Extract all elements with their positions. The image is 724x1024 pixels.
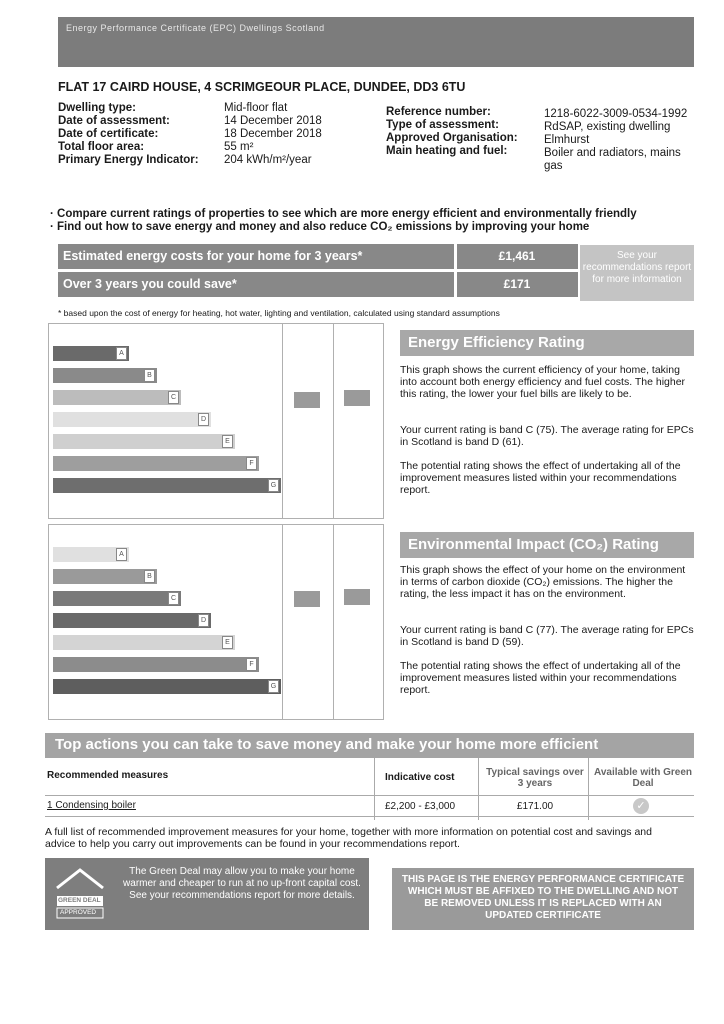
floor-area-label: Total floor area: [58,141,145,153]
band-g-letter: G [268,479,279,492]
env-band-a [53,547,129,562]
green-deal-text: The Green Deal may allow you to make your home warmer and cheaper to run at no up-front capital cost. See your recommendations report for more details. [123,866,361,901]
col-header-measures: Recommended measures [47,770,169,781]
env-band-f [53,657,259,672]
measure-savings: £171.00 [516,801,554,812]
cost-footnote: * based upon the cost of energy for heating, hot water, lighting and ventilation, calculated using standard assumptions [58,308,500,318]
bullet-find-out: · Find out how to save energy and money and also reduce CO₂ emissions by improving your home [50,221,590,233]
band-a-letter: A [116,347,127,360]
heating-value: Boiler and radiators, mains gas [544,147,681,172]
measure-cost: £2,200 - £3,000 [385,801,456,812]
env-band-e-letter: E [222,636,233,649]
band-b [53,368,157,383]
energy-efficiency-chart [48,323,384,519]
table-divider [478,758,479,820]
energy-para-3: The potential rating shows the effect of undertaking all of the improvement measures listed within your recommendations report. [400,460,681,496]
cost-divider [454,244,457,269]
chart-column-divider [333,525,334,719]
assessment-date-label: Date of assessment: [58,115,170,127]
table-row-rule [45,816,694,817]
band-c [53,390,181,405]
env-band-g-letter: G [268,680,279,693]
current-rating-marker [294,392,320,408]
env-potential-rating-marker [344,589,370,605]
chart-column-divider [333,324,334,518]
table-divider [374,758,375,820]
pei-label: Primary Energy Indicator: [58,154,199,166]
env-current-rating-marker [294,591,320,607]
measure-condensing-boiler[interactable]: 1 Condensing boiler [47,800,136,811]
band-d-letter: D [198,413,209,426]
energy-section-title: Energy Efficiency Rating [400,330,694,356]
details-left [58,102,378,172]
potential-rating-marker [344,390,370,406]
heating-label: Main heating and fuel: [386,145,508,157]
band-a [53,346,129,361]
env-para-1: This graph shows the effect of your home on the environment in terms of carbon dioxide (CO₂) emissions. The higher the rating, the less impact it has on the environment. [400,564,686,600]
assessment-date-value: 14 December 2018 [224,115,322,127]
reference-label: Reference number: [386,106,491,118]
floor-area-value: 55 m² [224,141,254,153]
estimated-costs-value: £1,461 [498,249,536,263]
energy-para-2: Your current rating is band C (75). The average rating for EPCs in Scotland is band D (61). [400,424,694,448]
env-para-2: Your current rating is band C (77). The average rating for EPCs in Scotland is band D (59). [400,624,694,648]
env-band-c [53,591,181,606]
env-band-f-letter: F [246,658,257,671]
savings-value: £171 [503,277,531,291]
savings-row [58,272,578,297]
env-band-c-letter: C [168,592,179,605]
certificate-date-value: 18 December 2018 [224,128,322,140]
energy-para-1: This graph shows the current efficiency of your home, taking into account both energy efficiency and fuel costs. The higher this rating, the lower your fuel bills are likely to be. [400,364,686,400]
pei-value: 204 kWh/m²/year [224,154,312,166]
bullet-compare: · Compare current ratings of properties to see which are more energy efficient and environmentally friendly [50,208,637,220]
header-title: Energy Performance Certificate (EPC) Dwellings Scotland [66,23,325,33]
col-header-green-deal: Available with Green Deal [594,767,692,789]
green-deal-logo-approved: APPROVED [60,909,97,916]
approved-org-label: Approved Organisation: [386,132,518,144]
chart-column-divider [282,525,283,719]
green-deal-box [45,858,369,930]
dwelling-type-label: Dwelling type: [58,102,136,114]
savings-label: Over 3 years you could save* [63,277,237,291]
top-actions-title: Top actions you can take to save money and make your home more efficient [45,733,694,758]
reference-value: 1218-6022-3009-0534-1992 [544,108,688,120]
recommendations-table [45,758,694,820]
env-band-d [53,613,211,628]
certificate-date-label: Date of certificate: [58,128,159,140]
estimated-costs-row [58,244,578,269]
band-b-letter: B [144,369,155,382]
band-f-letter: F [246,457,257,470]
chart-column-divider [282,324,283,518]
affix-notice: THIS PAGE IS THE ENERGY PERFORMANCE CERTIFICATE WHICH MUST BE AFFIXED TO THE DWELLING AND NOT BE REMOVED UNLESS IT IS REPLACED WITH AN UPDATED CERTIFICATE [392,868,694,930]
details-right [386,106,696,176]
env-band-a-letter: A [116,548,127,561]
header-bar [58,17,694,67]
green-deal-logo-text: GREEN DEAL [58,897,101,904]
col-header-cost: Indicative cost [385,772,455,783]
band-e [53,434,235,449]
environmental-impact-chart [48,524,384,720]
env-band-d-letter: D [198,614,209,627]
env-band-b [53,569,157,584]
see-recommendations-box: See your recommendations report for more information [580,245,694,301]
property-address: FLAT 17 CAIRD HOUSE, 4 SCRIMGEOUR PLACE, DUNDEE, DD3 6TU [58,80,466,94]
band-g [53,478,281,493]
green-deal-logo [53,866,107,920]
band-d [53,412,211,427]
full-list-paragraph: A full list of recommended improvement measures for your home, together with more information on potential cost and savings and advice to help you carry out improvements can be found in your recommendations report. [45,826,652,850]
band-e-letter: E [222,435,233,448]
band-c-letter: C [168,391,179,404]
assessment-type-value: RdSAP, existing dwelling [544,121,671,133]
env-band-g [53,679,281,694]
green-deal-check-icon: ✓ [633,798,649,814]
env-band-b-letter: B [144,570,155,583]
environmental-section-title: Environmental Impact (CO₂) Rating [400,532,694,558]
dwelling-type-value: Mid-floor flat [224,102,288,114]
band-f [53,456,259,471]
col-header-savings: Typical savings over 3 years [486,767,584,789]
estimated-costs-label: Estimated energy costs for your home for 3 years* [63,249,363,263]
env-band-e [53,635,235,650]
assessment-type-label: Type of assessment: [386,119,499,131]
table-divider [588,758,589,820]
approved-org-value: Elmhurst [544,134,590,146]
table-row-rule [45,795,694,796]
env-para-3: The potential rating shows the effect of undertaking all of the improvement measures listed within your recommendations report. [400,660,681,696]
cost-divider [454,272,457,297]
